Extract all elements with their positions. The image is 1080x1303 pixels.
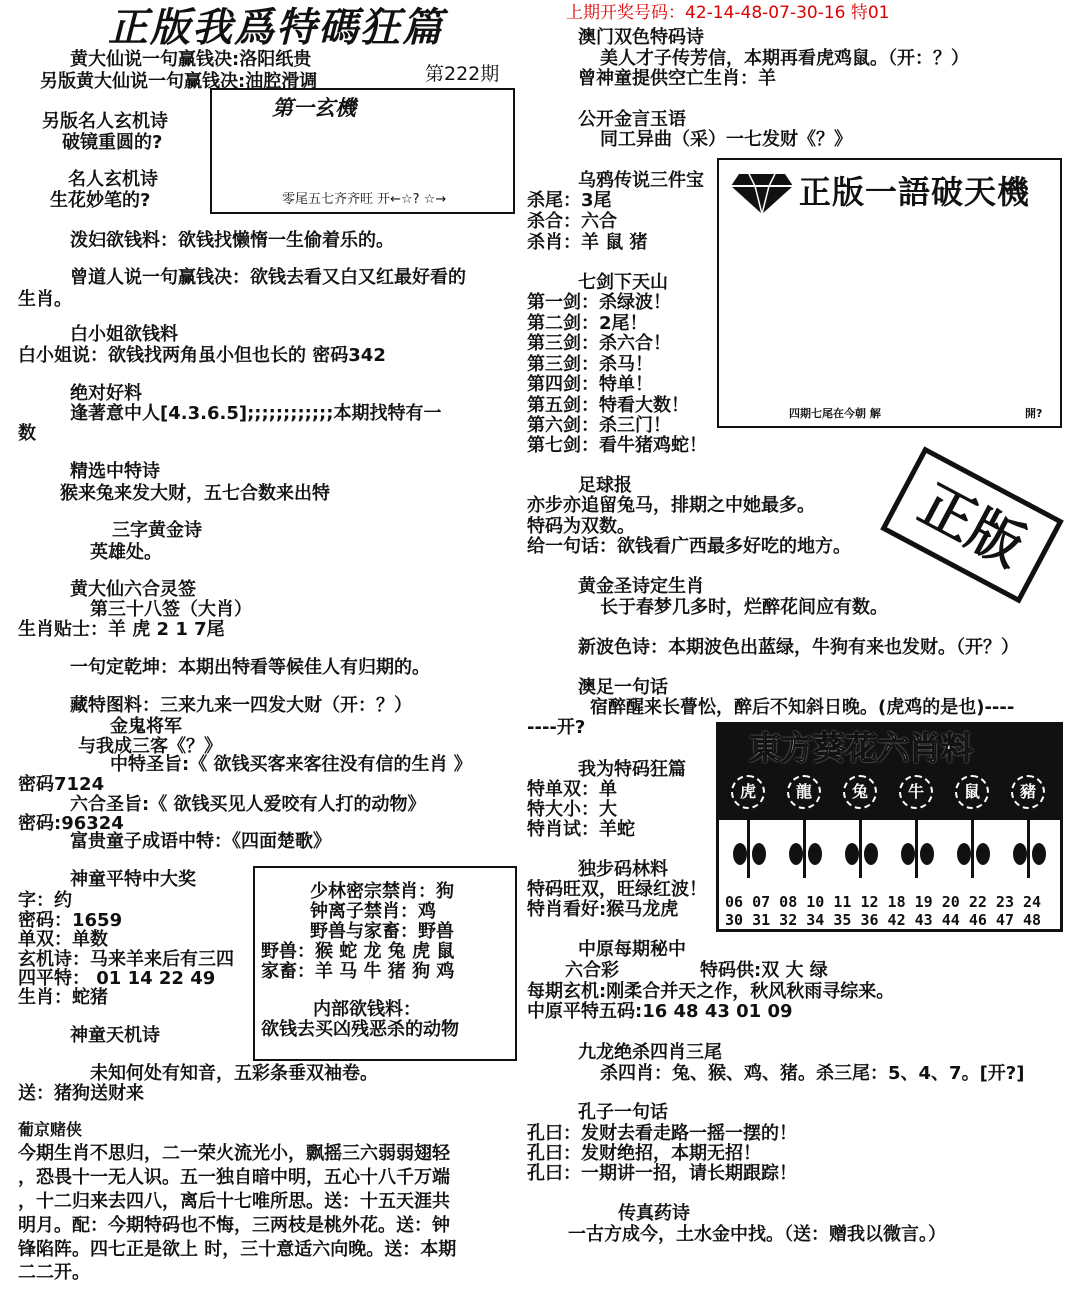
text-line: 第七剑：看牛猪鸡蛇！ bbox=[527, 435, 707, 456]
text-line: 特肖试：羊蛇 bbox=[527, 819, 635, 840]
text-line: 特码供:双 大 绿 bbox=[700, 960, 828, 981]
text-line: 泼妇欲钱料：欲钱找懒惰一生偷着乐的。 bbox=[70, 230, 394, 251]
leaf bbox=[957, 843, 971, 865]
text-line: 中原每期秘中 bbox=[578, 939, 686, 960]
text-line: 特码旺双，旺绿红波！ bbox=[527, 879, 707, 900]
text-line: 玄机诗：马来羊来后有三四 bbox=[18, 949, 234, 970]
text-line: 三字黄金诗 bbox=[112, 520, 202, 541]
text-line: 密码7124 bbox=[18, 774, 105, 795]
text-line: 生肖贴士：羊 虎 2 1 7尾 bbox=[18, 619, 225, 640]
text-line: 杀四肖：兔、猴、鸡、猪。杀三尾：5、4、7。[开?] bbox=[600, 1063, 1025, 1084]
text-line: 公开金言玉语 bbox=[578, 109, 686, 130]
text-line: 破镜重圆的? bbox=[62, 132, 163, 153]
text-line: 孔曰：一期讲一招，请长期跟踪！ bbox=[527, 1163, 797, 1184]
text-line: 另版黄大仙说一句赢钱决:油腔滑调 bbox=[40, 71, 318, 92]
last-draw-numbers: 上期开奖号码：42-14-48-07-30-16 特01 bbox=[566, 3, 890, 23]
box-line: 野兽：猴 蛇 龙 兔 虎 鼠 bbox=[261, 941, 455, 962]
xuanji-caption: 零尾五七齐齐旺 开←☆? ☆→ bbox=[282, 192, 447, 207]
flower-numbers-row: 06 07 08 10 11 12 18 19 20 22 23 24 bbox=[725, 893, 1042, 911]
zhengban-stamp: 正版 bbox=[880, 446, 1064, 603]
leaf bbox=[901, 843, 915, 865]
section-heading: 葡京赌侠 bbox=[18, 1120, 83, 1139]
text-line: 明月。配：今期特码也不悔，三两枝是桃外花。送：钟 bbox=[18, 1215, 450, 1236]
text-line: 黄大仙六合灵签 bbox=[70, 579, 196, 600]
text-line: 七剑下天山 bbox=[578, 272, 668, 293]
leaf bbox=[733, 843, 747, 865]
text-line: 六合圣旨:《 欲钱买见人爱咬有人打的动物》 bbox=[70, 794, 426, 815]
text-line: 九龙绝杀四肖三尾 bbox=[578, 1042, 722, 1063]
leaf bbox=[789, 843, 803, 865]
box-line: 内部欲钱料： bbox=[313, 999, 421, 1020]
yiyu-foot-end: 開? bbox=[1025, 407, 1043, 420]
text-line: 第三剑：杀马！ bbox=[527, 354, 653, 375]
leaf bbox=[752, 843, 766, 865]
text-line: ，恐畏十一无人识。五一独自暗中明，五心十八千万端 bbox=[18, 1167, 450, 1188]
shaolin-box bbox=[253, 866, 517, 1061]
text-line: 生肖：蛇猪 bbox=[18, 987, 108, 1008]
text-line: 亦步亦追留兔马，排期之中她最多。 bbox=[527, 495, 815, 516]
text-line: 宿醉醒来长瞢忪，醉后不知斜日晚。(虎鸡的是也)---- bbox=[590, 697, 1015, 718]
text-line: 澳足一句话 bbox=[578, 677, 668, 698]
text-line: 另版名人玄机诗 bbox=[42, 111, 168, 132]
text-line: 第四剑：特单！ bbox=[527, 374, 653, 395]
text-line: 孔曰：发财绝招，本期无招！ bbox=[527, 1143, 761, 1164]
text-line: 金鬼将军 bbox=[110, 716, 182, 737]
text-line: 给一句话：欲钱看广西最多好吃的地方。 bbox=[527, 536, 851, 557]
text-line: 美人才子传芳信，本期再看虎鸡鼠。（开：？） bbox=[600, 48, 969, 69]
text-line: 中原平特五码:16 48 43 01 09 bbox=[527, 1001, 793, 1022]
text-line: 神童天机诗 bbox=[70, 1025, 160, 1046]
box-line: 家畜：羊 马 牛 猪 狗 鸡 bbox=[261, 961, 455, 982]
text-line: 孔子一句话 bbox=[578, 1102, 668, 1123]
flower-numbers-row: 30 31 32 34 35 36 42 43 44 46 47 48 bbox=[725, 911, 1042, 929]
text-line: 神童平特中大奖 bbox=[70, 869, 196, 890]
zodiac-flower: 龍 bbox=[787, 775, 821, 809]
text-line: ，十二归来去四八，离后十七唯所思。送：十五天涯共 bbox=[18, 1191, 450, 1212]
text-line: 密码:96324 bbox=[18, 813, 124, 834]
stem bbox=[1027, 820, 1030, 878]
text-line: 乌鸦传说三件宝 bbox=[578, 170, 704, 191]
text-line: 长于春梦几多时，烂醉花间应有数。 bbox=[600, 597, 888, 618]
xuanji-title: 第一玄機 bbox=[272, 95, 356, 120]
stem bbox=[915, 820, 918, 878]
stem bbox=[971, 820, 974, 878]
text-line: 黄金圣诗定生肖 bbox=[578, 576, 704, 597]
text-line: 第六剑：杀三门！ bbox=[527, 415, 671, 436]
text-line: 我为特码狂篇 bbox=[578, 759, 686, 780]
box-line: 欲钱去买凶残恶杀的动物 bbox=[261, 1019, 459, 1040]
text-line: 富贵童子成语中特：《四面楚歌》 bbox=[70, 831, 331, 852]
text-line: 四平特： 01 14 22 49 bbox=[18, 968, 216, 989]
text-line: 每期玄机:刚柔合并天之作，秋风秋雨寻综来。 bbox=[527, 981, 895, 1002]
text-line: 足球报 bbox=[578, 475, 632, 496]
text-line: 第一剑：杀绿波！ bbox=[527, 292, 671, 313]
text-line: 生肖。 bbox=[18, 289, 72, 310]
text-line: 第二剑：2尾！ bbox=[527, 313, 648, 334]
leaf bbox=[845, 843, 859, 865]
text-line: 第三十八签（大肖） bbox=[90, 599, 252, 620]
text-line: 一句定乾坤：本期出特看等候佳人有归期的。 bbox=[70, 657, 430, 678]
text-line: 新波色诗：本期波色出蓝绿，牛狗有来也发财。（开？） bbox=[578, 637, 1019, 658]
flower-stems-area bbox=[719, 820, 1060, 885]
yiyu-title: 正版一語破天機 bbox=[799, 173, 1031, 211]
text-line: ----开? bbox=[527, 717, 586, 738]
zodiac-flower: 鼠 bbox=[955, 775, 989, 809]
yiyu-foot: 四期七尾在今朝 解 bbox=[789, 407, 881, 420]
leaf bbox=[976, 843, 990, 865]
zodiac-flower: 豬 bbox=[1011, 775, 1045, 809]
text-line: 绝对好料 bbox=[70, 383, 142, 404]
text-line: 第五剑：特看大数！ bbox=[527, 395, 689, 416]
diamond-icon bbox=[729, 172, 795, 216]
text-line: 曾神童提供空亡生肖：羊 bbox=[578, 68, 776, 89]
text-line: 数 bbox=[18, 423, 36, 444]
text-line: 六合彩 bbox=[565, 960, 619, 981]
text-line: 杀合：六合 bbox=[527, 211, 617, 232]
flower-box bbox=[716, 722, 1063, 932]
text-line: 孔曰：发财去看走路一摇一摆的！ bbox=[527, 1123, 797, 1144]
issue-number: 第222期 bbox=[425, 63, 500, 85]
stem bbox=[859, 820, 862, 878]
text-line: 单双：单数 bbox=[18, 929, 108, 950]
text-line: 黄大仙说一句赢钱决:洛阳纸贵 bbox=[70, 49, 312, 70]
text-line: 密码：1659 bbox=[18, 910, 123, 931]
text-line: 第三剑：杀六合！ bbox=[527, 333, 671, 354]
xuanji-box bbox=[210, 88, 515, 214]
page-title: 正版我爲特碼狂篇 bbox=[108, 4, 444, 51]
text-line: 特肖看好:猴马龙虎 bbox=[527, 899, 679, 920]
text-line: 与我成三客《？》 bbox=[78, 736, 222, 757]
leaf bbox=[864, 843, 878, 865]
zodiac-flower: 牛 bbox=[899, 775, 933, 809]
text-line: 独步码林料 bbox=[578, 859, 668, 880]
leaf bbox=[920, 843, 934, 865]
text-line: 藏特图料：三来九来一四发大财（开：？） bbox=[70, 695, 412, 716]
stem bbox=[747, 820, 750, 878]
text-line: 杀尾：3尾 bbox=[527, 190, 612, 211]
text-line: 白小姐欲钱料 bbox=[70, 324, 178, 345]
zodiac-flower: 虎 bbox=[731, 775, 765, 809]
text-line: 今期生肖不思归，二一荣火流光小，飘摇三六弱弱翅轻 bbox=[18, 1143, 450, 1164]
leaf bbox=[1013, 843, 1027, 865]
leaf bbox=[808, 843, 822, 865]
text-line: 精选中特诗 bbox=[70, 461, 160, 482]
leaf bbox=[1032, 843, 1046, 865]
text-line: 逢著意中人[4.3.6.5];;;;;;;;;;;;本期找特有一 bbox=[70, 403, 442, 424]
text-line: 字：约 bbox=[18, 890, 72, 911]
text-line: 特码为双数。 bbox=[527, 516, 635, 537]
zodiac-flower: 兔 bbox=[843, 775, 877, 809]
text-line: 中特圣旨:《 欲钱买客来客往没有信的生肖 》 bbox=[110, 754, 472, 775]
text-line: 传真药诗 bbox=[618, 1203, 690, 1224]
text-line: 澳门双色特码诗 bbox=[578, 27, 704, 48]
box-line: 钟离子禁肖：鸡 bbox=[310, 901, 436, 922]
text-line: 曾道人说一句赢钱决：欲钱去看又白又红最好看的 bbox=[70, 267, 466, 288]
stem bbox=[803, 820, 806, 878]
text-line: 特单双：单 bbox=[527, 779, 617, 800]
text-line: 猴来兔来发大财，五七合数来出特 bbox=[60, 483, 330, 504]
text-line: 锋陷阵。四七正是欲上 时，三十意适六向晚。送：本期 bbox=[18, 1239, 457, 1260]
flower-title: 東方葵花六肖料 bbox=[749, 729, 974, 767]
text-line: 杀肖：羊 鼠 猪 bbox=[527, 232, 648, 253]
text-line: 二二开。 bbox=[18, 1262, 90, 1283]
text-line: 一古方成今，土水金中找。（送：赠我以微言。） bbox=[568, 1224, 946, 1245]
yiyu-box bbox=[717, 158, 1062, 428]
text-line: 未知何处有知音，五彩条垂双袖卷。 bbox=[90, 1063, 378, 1084]
box-line: 少林密宗禁肖：狗 bbox=[310, 881, 454, 902]
text-line: 英雄处。 bbox=[90, 542, 162, 563]
text-line: 送：猪狗送财来 bbox=[18, 1083, 144, 1104]
text-line: 特大小：大 bbox=[527, 799, 617, 820]
text-line: 白小姐说：欲钱找两角虽小但也长的 密码342 bbox=[18, 345, 386, 366]
text-line: 名人玄机诗 bbox=[68, 169, 158, 190]
text-line: 生花妙笔的? bbox=[50, 190, 151, 211]
text-line: 同工异曲（采）一七发财《？》 bbox=[600, 129, 852, 150]
box-line: 野兽与家畜：野兽 bbox=[310, 921, 454, 942]
